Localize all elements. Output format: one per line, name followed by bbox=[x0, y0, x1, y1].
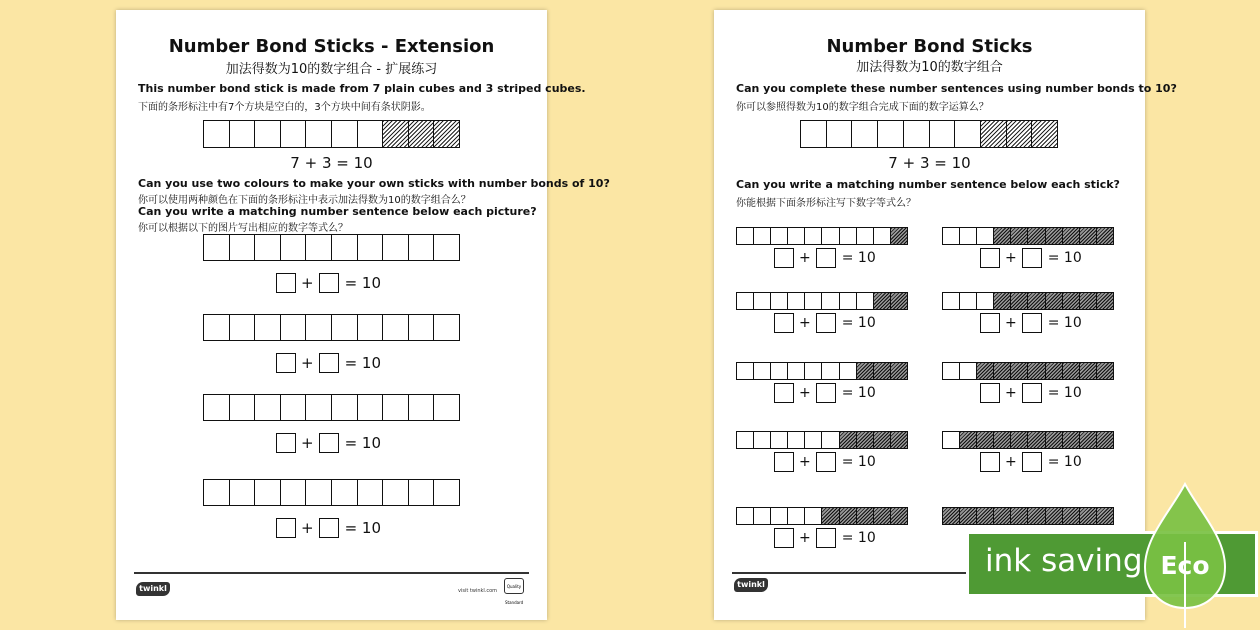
plain-cube bbox=[857, 293, 874, 309]
striped-cube bbox=[891, 363, 907, 379]
plain-cube bbox=[230, 121, 256, 147]
answer-box-second[interactable] bbox=[816, 383, 836, 403]
plain-cube bbox=[977, 293, 994, 309]
plain-cube bbox=[230, 395, 256, 420]
quality-badge: Quality Standard bbox=[504, 578, 524, 594]
bond-stick bbox=[942, 431, 1114, 449]
plain-cube bbox=[204, 480, 230, 505]
bond-stick bbox=[942, 227, 1114, 245]
plain-cube bbox=[358, 395, 384, 420]
plain-cube bbox=[255, 235, 281, 260]
striped-cube bbox=[994, 363, 1011, 379]
plain-cube bbox=[788, 293, 805, 309]
striped-cube bbox=[1080, 293, 1097, 309]
plain-cube bbox=[204, 121, 230, 147]
answer-box-second[interactable] bbox=[1022, 383, 1042, 403]
answer-box-first[interactable] bbox=[980, 383, 1000, 403]
plain-cube bbox=[306, 395, 332, 420]
twinkl-logo: twinkl bbox=[136, 582, 170, 596]
plain-cube bbox=[230, 315, 256, 340]
striped-cube bbox=[1028, 228, 1045, 244]
plain-cube bbox=[754, 508, 771, 524]
plain-cube bbox=[358, 235, 384, 260]
striped-cube bbox=[1028, 293, 1045, 309]
striped-cube bbox=[822, 508, 839, 524]
worksheet-basic bbox=[714, 10, 1177, 620]
striped-cube bbox=[1011, 432, 1028, 448]
plus-sign: + bbox=[799, 315, 811, 331]
question-complete: Can you complete these number sentences using number bonds to 10? bbox=[736, 82, 1177, 95]
striped-cube bbox=[1097, 293, 1113, 309]
footer-url: visit twinkl.com bbox=[458, 588, 498, 594]
plus-sign: + bbox=[1005, 385, 1017, 401]
plain-cube bbox=[281, 395, 307, 420]
striped-cube bbox=[994, 228, 1011, 244]
plain-cube bbox=[771, 508, 788, 524]
ink-saving-label: ink saving bbox=[985, 543, 1143, 579]
number-sentence bbox=[276, 518, 381, 538]
plain-cube bbox=[878, 121, 904, 147]
plain-cube bbox=[204, 395, 230, 420]
plain-cube bbox=[409, 480, 435, 505]
example-equation: 7 + 3 = 10 bbox=[290, 154, 373, 172]
plain-cube bbox=[332, 121, 358, 147]
striped-cube bbox=[1046, 228, 1063, 244]
equals-ten: = 10 bbox=[841, 385, 876, 401]
striped-cube bbox=[840, 508, 857, 524]
bond-stick bbox=[736, 431, 908, 449]
plain-cube bbox=[857, 228, 874, 244]
plain-cube bbox=[960, 363, 977, 379]
worksheet-extension bbox=[116, 10, 610, 620]
plus-sign: + bbox=[301, 354, 314, 372]
plain-cube bbox=[255, 395, 281, 420]
plain-cube bbox=[255, 121, 281, 147]
answer-box-first[interactable] bbox=[774, 383, 794, 403]
bond-stick bbox=[736, 507, 908, 525]
plain-cube bbox=[281, 480, 307, 505]
striped-cube bbox=[994, 293, 1011, 309]
plain-cube bbox=[805, 228, 822, 244]
answer-box-first[interactable] bbox=[276, 518, 296, 538]
striped-cube bbox=[1063, 293, 1080, 309]
striped-cube bbox=[981, 121, 1007, 147]
equals-ten: = 10 bbox=[841, 530, 876, 546]
plus-sign: + bbox=[799, 530, 811, 546]
plain-cube bbox=[358, 480, 384, 505]
striped-cube bbox=[409, 121, 435, 147]
striped-cube bbox=[1046, 293, 1063, 309]
plain-cube bbox=[771, 293, 788, 309]
plain-cube bbox=[754, 363, 771, 379]
number-sentence bbox=[774, 452, 876, 472]
plain-cube bbox=[306, 235, 332, 260]
plain-cube bbox=[822, 228, 839, 244]
number-sentence bbox=[980, 452, 1082, 472]
example-stick bbox=[800, 120, 1058, 148]
intro-text: This number bond stick is made from 7 plain cubes and 3 striped cubes. bbox=[138, 82, 586, 95]
plain-cube bbox=[822, 432, 839, 448]
plain-cube bbox=[332, 235, 358, 260]
striped-cube bbox=[874, 432, 891, 448]
plain-cube bbox=[805, 508, 822, 524]
answer-box-second[interactable] bbox=[816, 528, 836, 548]
plain-cube bbox=[805, 363, 822, 379]
striped-cube bbox=[1080, 363, 1097, 379]
plain-cube bbox=[737, 508, 754, 524]
equals-ten: = 10 bbox=[344, 434, 382, 452]
striped-cube bbox=[960, 432, 977, 448]
plain-cube bbox=[801, 121, 827, 147]
plain-cube bbox=[943, 293, 960, 309]
striped-cube bbox=[874, 293, 891, 309]
plain-cube bbox=[306, 121, 332, 147]
plus-sign: + bbox=[301, 434, 314, 452]
question-write: Can you write a matching number sentence below each stick? bbox=[736, 178, 1120, 191]
equals-ten: = 10 bbox=[344, 274, 382, 292]
plain-cube bbox=[434, 480, 459, 505]
plain-cube bbox=[255, 480, 281, 505]
answer-box-second[interactable] bbox=[816, 248, 836, 268]
answer-box-first[interactable] bbox=[980, 452, 1000, 472]
plain-cube bbox=[306, 480, 332, 505]
plain-cube bbox=[434, 395, 459, 420]
blank-stick[interactable] bbox=[203, 479, 460, 506]
striped-cube bbox=[1032, 121, 1057, 147]
plain-cube bbox=[960, 293, 977, 309]
number-sentence bbox=[276, 353, 381, 373]
bond-stick bbox=[736, 362, 908, 380]
plain-cube bbox=[788, 228, 805, 244]
answer-box-first[interactable] bbox=[774, 528, 794, 548]
plain-cube bbox=[754, 432, 771, 448]
plain-cube bbox=[204, 235, 230, 260]
plain-cube bbox=[754, 293, 771, 309]
footer-line bbox=[134, 572, 529, 574]
striped-cube bbox=[891, 508, 907, 524]
striped-cube bbox=[977, 508, 994, 524]
striped-cube bbox=[1097, 508, 1113, 524]
bond-stick bbox=[942, 362, 1114, 380]
answer-box-second[interactable] bbox=[1022, 248, 1042, 268]
page-subtitle-cn: 加法得数为10的数字组合 - 扩展练习 bbox=[225, 62, 438, 77]
answer-box-second[interactable] bbox=[319, 353, 339, 373]
number-sentence bbox=[774, 313, 876, 333]
number-sentence bbox=[774, 528, 876, 548]
answer-box-second[interactable] bbox=[319, 433, 339, 453]
striped-cube bbox=[1097, 432, 1113, 448]
number-sentence bbox=[980, 313, 1082, 333]
bond-stick bbox=[736, 227, 908, 245]
equals-ten: = 10 bbox=[344, 519, 382, 537]
answer-box-first[interactable] bbox=[774, 452, 794, 472]
striped-cube bbox=[1011, 228, 1028, 244]
striped-cube bbox=[960, 508, 977, 524]
striped-cube bbox=[1046, 432, 1063, 448]
eco-leaf-icon bbox=[1135, 482, 1235, 630]
plain-cube bbox=[204, 315, 230, 340]
striped-cube bbox=[994, 432, 1011, 448]
number-sentence bbox=[980, 383, 1082, 403]
example-equation: 7 + 3 = 10 bbox=[888, 154, 971, 172]
plain-cube bbox=[943, 432, 960, 448]
striped-cube bbox=[994, 508, 1011, 524]
striped-cube bbox=[383, 121, 409, 147]
striped-cube bbox=[1028, 508, 1045, 524]
plain-cube bbox=[955, 121, 981, 147]
striped-cube bbox=[1080, 432, 1097, 448]
answer-box-first[interactable] bbox=[774, 313, 794, 333]
plain-cube bbox=[281, 121, 307, 147]
plus-sign: + bbox=[1005, 250, 1017, 266]
answer-box-first[interactable] bbox=[276, 353, 296, 373]
striped-cube bbox=[977, 432, 994, 448]
question-colours-cn: 你可以使用两种颜色在下面的条形标注中表示加法得数为10的数字组合么？ bbox=[138, 195, 471, 206]
number-sentence bbox=[774, 248, 876, 268]
striped-cube bbox=[1097, 228, 1113, 244]
page-title: Number Bond Sticks - Extension bbox=[168, 36, 495, 57]
plain-cube bbox=[840, 293, 857, 309]
striped-cube bbox=[857, 432, 874, 448]
plus-sign: + bbox=[799, 454, 811, 470]
plain-cube bbox=[771, 228, 788, 244]
striped-cube bbox=[1080, 228, 1097, 244]
plain-cube bbox=[358, 121, 384, 147]
answer-box-second[interactable] bbox=[816, 452, 836, 472]
answer-box-first[interactable] bbox=[276, 273, 296, 293]
striped-cube bbox=[1011, 293, 1028, 309]
striped-cube bbox=[1080, 508, 1097, 524]
striped-cube bbox=[1063, 363, 1080, 379]
number-sentence bbox=[774, 383, 876, 403]
plain-cube bbox=[771, 432, 788, 448]
equals-ten: = 10 bbox=[1047, 454, 1082, 470]
plain-cube bbox=[383, 480, 409, 505]
plain-cube bbox=[306, 315, 332, 340]
plain-cube bbox=[383, 395, 409, 420]
plain-cube bbox=[977, 228, 994, 244]
plain-cube bbox=[737, 293, 754, 309]
plain-cube bbox=[788, 432, 805, 448]
striped-cube bbox=[1046, 508, 1063, 524]
equals-ten: = 10 bbox=[1047, 385, 1082, 401]
plain-cube bbox=[930, 121, 956, 147]
plain-cube bbox=[230, 235, 256, 260]
striped-cube bbox=[434, 121, 459, 147]
plain-cube bbox=[409, 235, 435, 260]
striped-cube bbox=[1011, 508, 1028, 524]
plain-cube bbox=[904, 121, 930, 147]
plus-sign: + bbox=[1005, 454, 1017, 470]
striped-cube bbox=[1063, 432, 1080, 448]
plain-cube bbox=[358, 315, 384, 340]
plain-cube bbox=[434, 235, 459, 260]
question-complete-cn: 你可以参照得数为10的数字组合完成下面的数字运算么？ bbox=[736, 102, 989, 113]
answer-box-second[interactable] bbox=[816, 313, 836, 333]
equals-ten: = 10 bbox=[841, 454, 876, 470]
plain-cube bbox=[788, 363, 805, 379]
plain-cube bbox=[822, 363, 839, 379]
answer-box-first[interactable] bbox=[774, 248, 794, 268]
striped-cube bbox=[874, 508, 891, 524]
equals-ten: = 10 bbox=[1047, 250, 1082, 266]
plain-cube bbox=[281, 235, 307, 260]
plain-cube bbox=[409, 395, 435, 420]
bond-stick bbox=[942, 292, 1114, 310]
plain-cube bbox=[737, 228, 754, 244]
plain-cube bbox=[332, 480, 358, 505]
blank-stick[interactable] bbox=[203, 234, 460, 261]
plain-cube bbox=[332, 315, 358, 340]
equals-ten: = 10 bbox=[344, 354, 382, 372]
plain-cube bbox=[409, 315, 435, 340]
equals-ten: = 10 bbox=[841, 250, 876, 266]
striped-cube bbox=[1063, 508, 1080, 524]
question-sentence-cn: 你可以根据以下的图片写出相应的数字等式么？ bbox=[138, 223, 348, 234]
plain-cube bbox=[960, 228, 977, 244]
page-title: Number Bond Sticks bbox=[826, 36, 1033, 57]
plain-cube bbox=[737, 432, 754, 448]
answer-box-first[interactable] bbox=[980, 248, 1000, 268]
plain-cube bbox=[754, 228, 771, 244]
answer-box-first[interactable] bbox=[980, 313, 1000, 333]
plain-cube bbox=[840, 363, 857, 379]
striped-cube bbox=[891, 293, 907, 309]
question-sentence: Can you write a matching number sentence below each picture? bbox=[138, 205, 537, 218]
striped-cube bbox=[943, 508, 960, 524]
plain-cube bbox=[434, 315, 459, 340]
plain-cube bbox=[852, 121, 878, 147]
question-write-cn: 你能根据下面条形标注写下数字等式么？ bbox=[736, 198, 916, 209]
striped-cube bbox=[1097, 363, 1113, 379]
striped-cube bbox=[1011, 363, 1028, 379]
plain-cube bbox=[805, 293, 822, 309]
page-subtitle-cn: 加法得数为10的数字组合 bbox=[856, 60, 1003, 75]
striped-cube bbox=[1063, 228, 1080, 244]
plain-cube bbox=[805, 432, 822, 448]
bond-stick bbox=[736, 292, 908, 310]
plain-cube bbox=[827, 121, 853, 147]
plain-cube bbox=[788, 508, 805, 524]
striped-cube bbox=[840, 432, 857, 448]
striped-cube bbox=[1028, 363, 1045, 379]
striped-cube bbox=[1028, 432, 1045, 448]
striped-cube bbox=[891, 432, 907, 448]
blank-stick[interactable] bbox=[203, 314, 460, 341]
twinkl-logo: twinkl bbox=[734, 578, 768, 592]
plus-sign: + bbox=[301, 519, 314, 537]
equals-ten: = 10 bbox=[841, 315, 876, 331]
plain-cube bbox=[840, 228, 857, 244]
number-sentence bbox=[276, 433, 381, 453]
number-sentence bbox=[276, 273, 381, 293]
answer-box-second[interactable] bbox=[1022, 313, 1042, 333]
intro-text-cn: 下面的条形标注中有7个方块是空白的，3个方块中间有条状阴影。 bbox=[138, 102, 431, 113]
plain-cube bbox=[737, 363, 754, 379]
plus-sign: + bbox=[301, 274, 314, 292]
striped-cube bbox=[891, 228, 907, 244]
bond-stick bbox=[942, 507, 1114, 525]
answer-box-second[interactable] bbox=[319, 273, 339, 293]
plain-cube bbox=[771, 363, 788, 379]
plus-sign: + bbox=[799, 385, 811, 401]
striped-cube bbox=[857, 508, 874, 524]
plain-cube bbox=[255, 315, 281, 340]
number-sentence bbox=[980, 248, 1082, 268]
answer-box-second[interactable] bbox=[1022, 452, 1042, 472]
plain-cube bbox=[383, 315, 409, 340]
plain-cube bbox=[822, 293, 839, 309]
plus-sign: + bbox=[1005, 315, 1017, 331]
example-stick bbox=[203, 120, 460, 148]
plain-cube bbox=[943, 363, 960, 379]
plain-cube bbox=[874, 228, 891, 244]
answer-box-second[interactable] bbox=[319, 518, 339, 538]
eco-text: Eco bbox=[1160, 551, 1210, 580]
blank-stick[interactable] bbox=[203, 394, 460, 421]
plain-cube bbox=[281, 315, 307, 340]
answer-box-first[interactable] bbox=[276, 433, 296, 453]
striped-cube bbox=[1046, 363, 1063, 379]
striped-cube bbox=[874, 363, 891, 379]
plain-cube bbox=[332, 395, 358, 420]
equals-ten: = 10 bbox=[1047, 315, 1082, 331]
striped-cube bbox=[857, 363, 874, 379]
plain-cube bbox=[383, 235, 409, 260]
plain-cube bbox=[943, 228, 960, 244]
plain-cube bbox=[230, 480, 256, 505]
question-colours: Can you use two colours to make your own sticks with number bonds of 10? bbox=[138, 177, 610, 190]
plus-sign: + bbox=[799, 250, 811, 266]
striped-cube bbox=[977, 363, 994, 379]
striped-cube bbox=[1007, 121, 1033, 147]
